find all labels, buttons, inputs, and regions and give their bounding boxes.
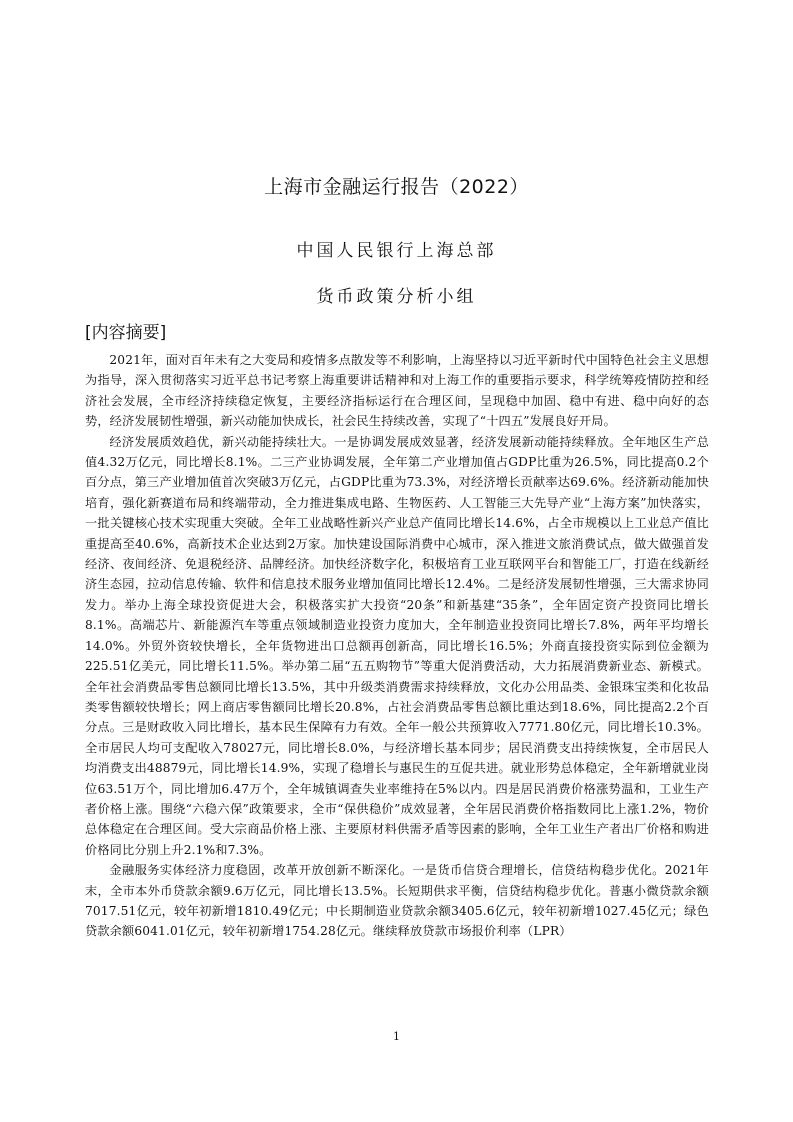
paragraph-2: 经济发展质效趋优，新兴动能持续壮大。一是协调发展成效显著，经济发展新动能持续释放。全年地区生产总值4.32万亿元，同比增长8.1%。二三产业协调发展，全年第二产业增加值占GDP比重为26.5%，同比提高0.2个百分点，第三产业增加值首次突破3万亿元，占GDP比重为73.3%，对经济增长贡献率达69.6%。经济新动能加快培育，强化新赛道布局和终端带动，全力推进集成电路、生物医药、人工智能三大先导产业“上海方案”加快落实，一批关键核心技术实现重大突破。全年工业战略性新兴产业总产值同比增长14.6%，占全市规模以上工业总产值比重提高至40.6%，高新技术企业达到2万家。加快建设国际消费中心城市，深入推进文旅消费试点，做大做强首发经济、夜间经济、免退税经济、品牌经济。加快经济数字化，积极培育工业互联网平台和智能工厂，打造在线新经济生态园，拉动信息传输、软件和信息技术服务业增加值同比增长12.4%。二是经济发展韧性增强，三大需求协同发力。举办上海全球投资促进大会，积极落实扩大投资“20条”和新基建“35条”，全年固定资产投资同比增长8.1%。高端芯片、新能源汽车等重点领域制造业投资力度加大，全年制造业投资同比增长7.8%，两年平均增长14.0%。外贸外资较快增长，全年货物进出口总额再创新高，同比增长16.5%；外商直接投资实际到位金额为225.51亿美元，同比增长11.5%。举办第二届“五五购物节”等重大促消费活动，大力拓展消费新业态、新模式。全年社会消费品零售总额同比增长13.5%，其中升级类消费需求持续释放，文化办公用品类、金银珠宝类和化妆品类零售额较快增长；网上商店零售额同比增长20.8%，占社会消费品零售总额比重达到18.6%，同比提高2.2个百分点。三是财政收入同比增长，基本民生保障有力有效。全年一般公共预算收入7771.80亿元，同比增长10.3%。全市居民人均可支配收入78027元，同比增长8.0%，与经济增长基本同步；居民消费支出持续恢复，全市居民人均消费支出48879元，同比增长14.9%，实现了稳增长与惠民生的互促共进。就业形势总体稳定，全年新增就业岗位63.51万个，同比增加6.47万个，全年城镇调查失业率维持在5%以内。四是居民消费价格涨势温和，工业生产者价格上涨。围绕“六稳六保”政策要求，全市“保供稳价”成效显著，全年居民消费价格指数同比上涨1.2%，物价总体稳定在合理区间。受大宗商品价格上涨、主要原材料供需矛盾等因素的影响，全年工业生产者出厂价格和购进价格同比分别上升2.1%和7.3%。	[85, 434, 709, 857]
page-number: 1	[393, 1030, 400, 1043]
paragraph-3: 金融服务实体经济力度稳固，改革开放创新不断深化。一是货币信贷合理增长，信贷结构稳步优化。2021年末，全市本外币贷款余额9.6万亿元，同比增长13.5%。长短期供求平衡，信贷结构稳步优化。普惠小微贷款余额7017.51亿元，较年初新增1810.49亿元；中长期制造业贷款余额3405.6亿元，较年初新增1027.45亿元；绿色贷款余额6041.01亿元，较年初新增1754.28亿元。继续释放贷款市场报价利率（LPR）	[85, 863, 709, 939]
section-heading-abstract: [内容摘要]	[85, 323, 167, 343]
author-line-1: 中国人民银行上海总部	[296, 241, 497, 261]
paragraph-1: 2021年，面对百年未有之大变局和疫情多点散发等不利影响，上海坚持以习近平新时代中国特色社会主义思想为指导，深入贯彻落实习近平总书记考察上海重要讲话精神和对上海工作的重要指示要求，科学统筹疫情防控和经济社会发展，全市经济持续稳定恢复，主要经济指标运行在合理区间，呈现稳中加固、稳中有进、稳中向好的态势，经济发展韧性增强，新兴动能加快成长，社会民生持续改善，实现了“十四五”发展良好开局。	[85, 353, 709, 429]
author-line-2: 货币政策分析小组	[316, 287, 477, 307]
document-title: 上海市金融运行报告（2022）	[264, 176, 529, 198]
abstract-body	[85, 350, 709, 942]
